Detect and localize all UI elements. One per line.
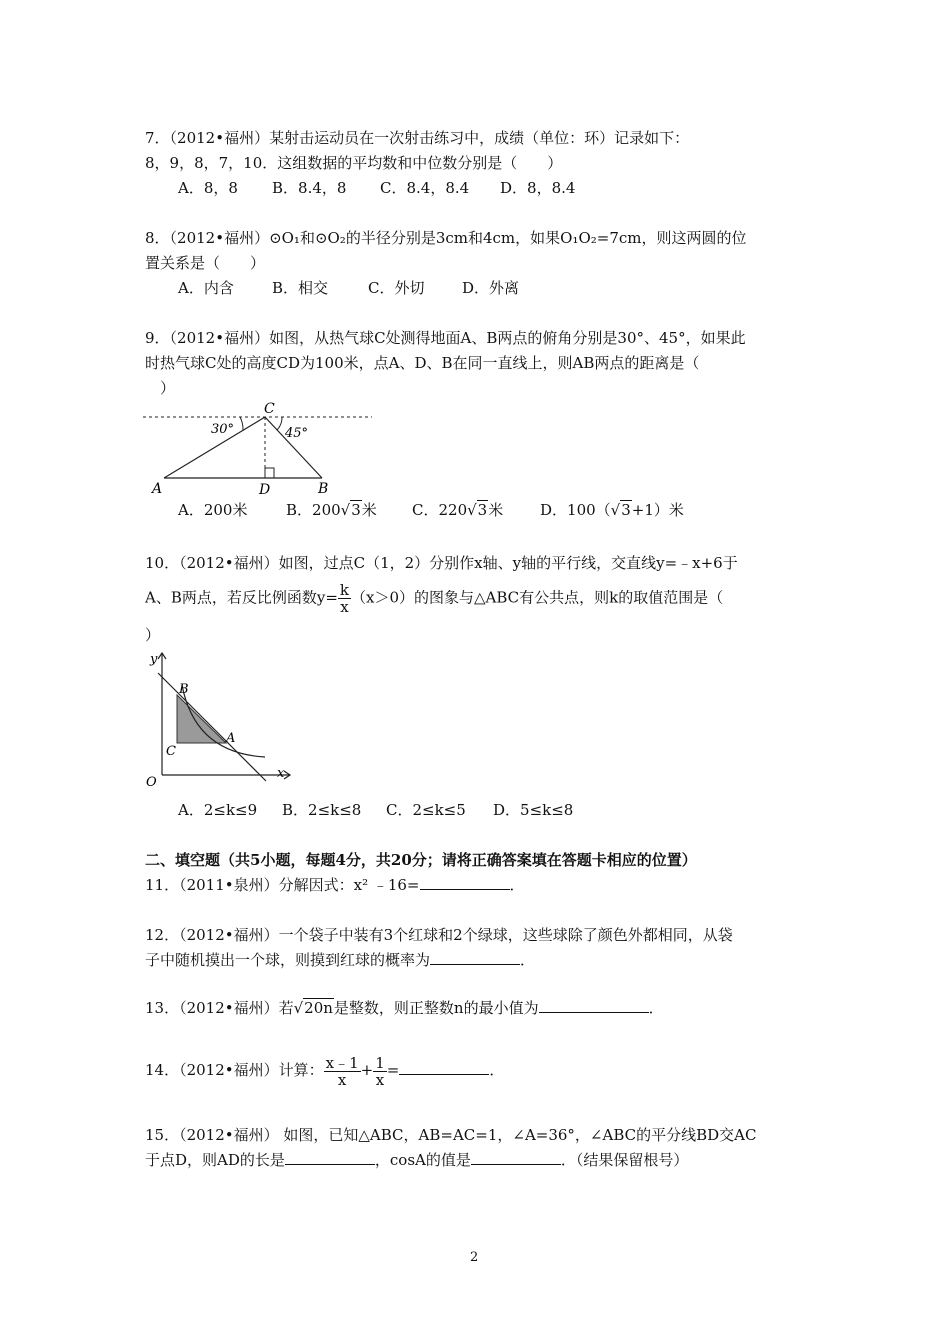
sqrt-icon: √ [610, 501, 621, 519]
q8-stem-line1: 8．（2012•福州）⊙O₁和⊙O₂的半径分别是3cm和4cm，如果O₁O₂=7cm，则这两圆的位 [145, 229, 747, 247]
q15-stem-line1: 15．（2012•福州） 如图，已知△ABC，AB=AC=1，∠A=36°，∠ABC的平分线BD交AC [145, 1126, 757, 1144]
point-b-label: B [318, 481, 329, 497]
q8-stem-line2: 置关系是（ ） [145, 254, 266, 272]
q15-cosa-answer-blank[interactable] [471, 1150, 561, 1165]
q10-stem-line2: A、B两点，若反比例函数y= $\frac{k}{x}$ （x＞0）的图象与△ABC有公共点，则k的取值范围是（ [145, 581, 724, 616]
q10-stem-line3: ） [145, 626, 161, 644]
point-b-label: B [179, 682, 189, 697]
q7-option-c: C．8.4，8.4 [380, 179, 470, 197]
angle-30-label: 30° [211, 422, 235, 437]
q7-option-b: B．8.4，8 [272, 179, 347, 197]
y-axis-label: y [150, 652, 158, 667]
fraction-1-over-x: $\frac{1}{x}$ [375, 1053, 385, 1089]
q8-option-c: C．外切 [368, 279, 425, 297]
point-a-label: A [152, 481, 163, 497]
q12-answer-blank[interactable] [430, 950, 520, 965]
q7-stem-line2: 8，9，8，7，10．这组数据的平均数和中位数分别是（ ） [145, 154, 563, 172]
q13-stem: 13．（2012•福州）若√20n是整数，则正整数n的最小值为 ． [145, 999, 664, 1017]
q15-ad-answer-blank[interactable] [285, 1150, 375, 1165]
q11-stem: 11．（2011•泉州）分解因式：x² ﹣16= ． [145, 876, 525, 894]
point-c-label: C [264, 401, 275, 417]
sqrt-icon: √ [293, 999, 304, 1017]
q8-option-b: B．相交 [272, 279, 329, 297]
q7-stem-line1: 7．（2012•福州）某射击运动员在一次射击练习中，成绩（单位：环）记录如下： [145, 129, 690, 147]
q11-answer-blank[interactable] [420, 875, 510, 890]
fraction-x-minus-1-over-x: $\frac{x﹣1}{x}$ [325, 1053, 359, 1089]
q10-option-c: C．2≤k≤5 [386, 801, 466, 819]
q12-stem-line2: 子中随机摸出一个球，则摸到红球的概率为 ． [145, 951, 536, 969]
q10-option-a: A．2≤k≤9 [178, 801, 258, 819]
q9-option-a: A．200米 [178, 501, 248, 519]
fraction-k-over-x: $\frac{k}{x}$ [339, 581, 349, 616]
q8-option-d: D．外离 [462, 279, 520, 297]
line-y-neg-x-plus-6 [158, 673, 266, 781]
q14-answer-blank[interactable] [399, 1060, 489, 1075]
right-angle-mark [265, 468, 274, 478]
angle-45-label: 45° [285, 426, 309, 441]
point-a-label: A [226, 731, 236, 746]
triangle-abc [177, 695, 226, 743]
q10-option-b: B．2≤k≤8 [282, 801, 362, 819]
q13-answer-blank[interactable] [539, 998, 649, 1013]
x-axis-label: x [277, 766, 285, 781]
sqrt-icon: √ [467, 501, 477, 519]
q10-stem-line1: 10．（2012•福州）如图，过点C（1，2）分别作x轴、y轴的平行线，交直线y=﹣x+6于 [145, 554, 738, 572]
q8-option-a: A．内含 [178, 279, 234, 297]
origin-label: O [146, 775, 157, 790]
section2-heading: 二、填空题（共5小题，每题4分，共20分；请将正确答案填在答题卡相应的位置） [145, 851, 697, 869]
q10-graph-figure [140, 645, 300, 790]
q10-option-d: D．5≤k≤8 [493, 801, 574, 819]
q12-stem-line1: 12．（2012•福州）一个袋子中装有3个红球和2个绿球，这些球除了颜色外都相同，从袋 [145, 926, 733, 944]
q14-stem: 14．（2012•福州）计算： $\frac{x﹣1}{x}$ + $\frac{1}{x}$ = ． [145, 1053, 505, 1089]
q9-balloon-figure [140, 400, 380, 500]
page-number: 2 [470, 1250, 479, 1265]
q9-stem-line2: 时热气球C处的高度CD为100米，点A、D、B在同一直线上，则AB两点的距离是（ [145, 354, 700, 372]
q15-stem-line2: 于点D，则AD的长是 ，cosA的值是 ．（结果保留根号） [145, 1151, 689, 1169]
q9-stem-line1: 9．（2012•福州）如图，从热气球C处测得地面A、B两点的俯角分别是30°、45°，如果此 [145, 329, 746, 347]
q7-option-d: D．8，8.4 [500, 179, 576, 197]
q9-option-c: C．220√3米 [412, 501, 504, 519]
q9-stem-line3: ） [145, 379, 176, 397]
point-d-label: D [259, 482, 271, 498]
sqrt-icon: √ [340, 501, 351, 519]
q9-option-d: D．100（√3+1）米 [540, 501, 684, 519]
point-c-label: C [166, 744, 176, 759]
q9-option-b: B．200√3米 [286, 501, 377, 519]
q7-option-a: A．8，8 [178, 179, 238, 197]
